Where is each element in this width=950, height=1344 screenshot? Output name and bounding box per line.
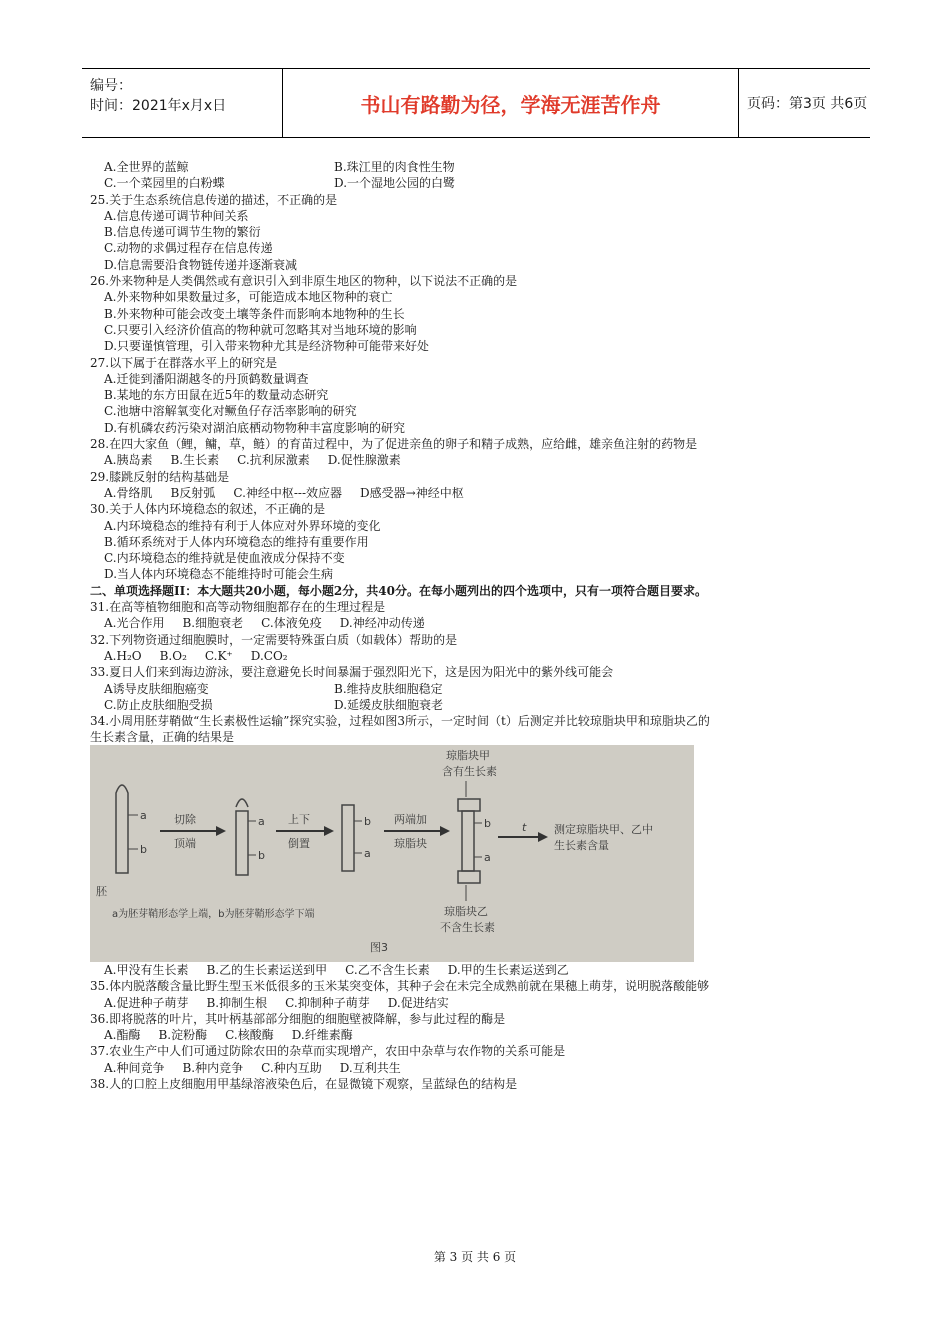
- number-label: 编号：: [90, 78, 132, 94]
- option-text: A.种间竞争: [104, 1060, 165, 1075]
- option-line: C.动物的求偶过程存在信息传递: [104, 241, 273, 256]
- option-text: D.一个湿地公园的白鹭: [334, 176, 456, 191]
- option-row: [90, 452, 870, 468]
- agar-block-jia-icon: [458, 799, 480, 811]
- page-number-label: 页码：第3页 共6页: [747, 96, 868, 112]
- option-line: C.池塘中溶解氧变化对鳜鱼仔存活率影响的研究: [104, 404, 357, 419]
- result-line1: 测定琼脂块甲、乙中: [554, 823, 653, 836]
- option-text: A.H₂O: [104, 648, 142, 663]
- option-line: D.当人体内环境稳态不能维持时可能会生病: [104, 567, 334, 582]
- label-b-3: b: [364, 815, 371, 828]
- option-text: B.维持皮肤细胞稳定: [334, 681, 443, 696]
- question-stem: 28.在四大家鱼（鲤，鳙，草，鲢）的育苗过程中，为了促进亲鱼的卵子和精子成熟，应给雌，雄亲鱼注射的药物是: [90, 437, 698, 452]
- option-text: B.种内竞争: [182, 1060, 244, 1075]
- option-text: B.淀粉酶: [158, 1028, 208, 1043]
- option-line: A.内环境稳态的维持有利于人体应对外界环境的变化: [104, 518, 381, 533]
- option-text: D.CO₂: [250, 648, 288, 663]
- option-text: D.神经冲动传递: [339, 616, 425, 631]
- option-text: D.互利共生: [339, 1060, 401, 1075]
- option-line: B.外来物种可能会改变土壤等条件而影响本地物种的生长: [104, 306, 405, 321]
- time-label: 时间：2021年x月x日: [90, 98, 227, 114]
- option-line: D.有机磷农药污染对湖泊底栖动物物种丰富度影响的研究: [104, 420, 406, 435]
- option-text: C.种内互助: [261, 1060, 322, 1075]
- option-row: [90, 995, 870, 1011]
- option-text: A.甲没有生长素: [104, 963, 189, 977]
- option-line: A.信息传递可调节种间关系: [104, 208, 249, 223]
- option-row: [90, 962, 870, 978]
- page-header: [82, 68, 870, 138]
- option-text: B.抑制生根: [206, 995, 268, 1010]
- coleoptile-inverted-icon: [342, 805, 354, 871]
- option-text: A.骨络肌: [104, 485, 153, 500]
- header-page-cell: [737, 69, 870, 137]
- option-row: [90, 485, 870, 501]
- option-text: A诱导皮肤细胞癌变: [104, 681, 209, 696]
- option-line: C.内环境稳态的维持就是使血液成分保持不变: [104, 551, 345, 566]
- option-text: B.O₂: [159, 648, 187, 663]
- option-text: C.抑制种子萌芽: [285, 995, 370, 1010]
- option-text: D.延缓皮肤细胞衰老: [334, 697, 444, 712]
- label-b-4: b: [484, 817, 491, 830]
- option-row: [90, 648, 870, 664]
- block-yi-line2: 不含生长素: [440, 921, 495, 934]
- question-block-1: [90, 159, 870, 746]
- question-stem: 36.即将脱落的叶片，其叶柄基部部分细胞的细胞壁被降解，参与此过程的酶是: [90, 1011, 506, 1026]
- label-b-1: b: [140, 843, 147, 856]
- option-text: C.抗利尿激素: [237, 453, 310, 468]
- question-stem: 38.人的口腔上皮细胞用甲基绿溶液染色后，在显微镜下观察，呈蓝绿色的结构是: [90, 1077, 518, 1092]
- option-text: C.体液免疫: [261, 616, 322, 631]
- page-footer: 第 3 页 共 6 页: [433, 1250, 517, 1264]
- question-stem: 32.下列物资通过细胞膜时，一定需要特殊蛋白质（如载体）帮助的是: [90, 632, 458, 647]
- agar-block-yi-icon: [458, 871, 480, 883]
- question-stem: 29.膝跳反射的结构基础是: [90, 469, 230, 484]
- question-stem: 35.体内脱落酸含量比野生型玉米低很多的玉米某突变体，其种子会在未完全成熟前就在果穗上萌芽，说明脱落酸能够: [90, 979, 710, 994]
- option-row: [90, 697, 870, 713]
- header-info-cell: [82, 69, 282, 137]
- option-text: D感受器→神经中枢: [360, 485, 464, 500]
- label-a-1: a: [140, 809, 147, 822]
- block-jia-line1: 琼脂块甲: [446, 749, 490, 762]
- option-row: [90, 1060, 870, 1076]
- question-stem: 26.外来物种是人类偶然或有意识引入到非原生地区的物种，以下说法不正确的是: [90, 274, 518, 289]
- label-b-2: b: [258, 849, 265, 862]
- removed-tip-icon: [236, 799, 248, 807]
- coleoptile-intact-icon: [116, 785, 128, 873]
- option-text: B.珠江里的肉食性生物: [334, 160, 455, 174]
- question-stem: 34.小周用胚芽鞘做“生长素极性运输”探究实验，过程如图3所示，一定时间（t）后测定并比较琼脂块甲和琼脂块乙的: [90, 714, 710, 729]
- question-stem: 31.在高等植物细胞和高等动物细胞都存在的生理过程是: [90, 600, 386, 615]
- option-text: C.神经中枢---效应器: [233, 485, 343, 500]
- option-line: B.循环系统对于人体内环境稳态的维持有重要作用: [104, 534, 369, 549]
- step3-line2: 琼脂块: [394, 837, 427, 850]
- option-text: A.胰岛素: [104, 453, 153, 468]
- option-text: B反射弧: [170, 485, 216, 500]
- label-a-2: a: [258, 815, 265, 828]
- option-line: A.迁徙到潘阳湖越冬的丹顶鹤数量调查: [104, 371, 309, 386]
- option-text: C.一个菜园里的白粉蝶: [104, 176, 225, 191]
- section-heading: 二、单项选择题II：本大题共20小题，每小题2分，共40分。在每小题列出的四个选项中，只有一项符合题目要求。: [90, 583, 707, 598]
- option-text: C.K⁺: [204, 648, 233, 663]
- step2-line2: 倒置: [288, 837, 310, 850]
- question-stem: 25.关于生态系统信息传递的描述，不正确的是: [90, 192, 338, 207]
- question-stem: 30.关于人体内环境稳态的叙述，不正确的是: [90, 502, 326, 517]
- option-text: C.乙不含生长素: [345, 963, 430, 977]
- header-motto-cell: [282, 69, 739, 137]
- block-jia-line2: 含有生长素: [442, 765, 497, 778]
- option-text: B.乙的生长素运送到甲: [206, 963, 328, 977]
- step2-line1: 上下: [288, 813, 310, 826]
- option-line: C.只要引入经济价值高的物种就可忽略其对当地环境的影响: [104, 322, 417, 337]
- option-text: A.促进种子萌芽: [104, 995, 189, 1010]
- figure-3: [90, 745, 694, 962]
- figure-caption: 图3: [370, 941, 388, 954]
- option-line: D.只要谨慎管理，引入带来物种尤其是经济物种可能带来好处: [104, 339, 430, 354]
- result-line2: 生长素含量: [554, 839, 609, 852]
- option-line: B.某地的东方田鼠在近5年的数量动态研究: [104, 388, 329, 403]
- option-text: D.甲的生长素运送到乙: [447, 963, 569, 977]
- block-yi-line1: 琼脂块乙: [444, 905, 488, 918]
- option-text: A.全世界的蓝鲸: [104, 160, 189, 174]
- coleoptile-label: 胚: [96, 885, 107, 898]
- option-text: D.纤维素酶: [291, 1028, 353, 1043]
- time-label-t: t: [522, 821, 527, 834]
- option-text: B.生长素: [170, 453, 220, 468]
- coleoptile-segment-icon: [462, 811, 474, 871]
- option-text: C.防止皮肤细胞受损: [104, 697, 213, 712]
- coleoptile-cut-icon: [236, 811, 248, 875]
- option-text: B.细胞衰老: [182, 616, 244, 631]
- step1-line1: 切除: [174, 813, 196, 826]
- option-text: D.促进结实: [387, 995, 449, 1010]
- option-line: D.信息需要沿食物链传递并逐渐衰减: [104, 257, 298, 272]
- option-line: A.外来物种如果数量过多，可能造成本地区物种的衰亡: [104, 290, 393, 305]
- question-block-2: [90, 962, 870, 1092]
- figure-note: a为胚芽鞘形态学上端，b为胚芽鞘形态学下端: [112, 909, 315, 920]
- option-text: D.促性腺激素: [327, 453, 401, 468]
- option-text: C.核酸酶: [225, 1028, 274, 1043]
- option-line: B.信息传递可调节生物的繁衍: [104, 225, 261, 240]
- label-a-4: a: [484, 851, 491, 864]
- motto-text: 书山有路勤为径，学海无涯苦作舟: [360, 93, 661, 117]
- step3-line1: 两端加: [394, 813, 427, 826]
- option-row: [90, 1027, 870, 1043]
- question-stem: 生长素含量，正确的结果是: [90, 730, 235, 745]
- option-text: A.光合作用: [104, 616, 165, 631]
- question-stem: 27.以下属于在群落水平上的研究是: [90, 355, 278, 370]
- option-row: [90, 175, 870, 191]
- step1-line2: 顶端: [174, 837, 196, 850]
- label-a-3: a: [364, 847, 371, 860]
- option-row: [90, 681, 870, 697]
- option-row: [90, 159, 870, 175]
- question-stem: 37.农业生产中人们可通过防除农田的杂草而实现增产，农田中杂草与农作物的关系可能是: [90, 1044, 566, 1059]
- option-row: [90, 615, 870, 631]
- question-stem: 33.夏日人们来到海边游泳，要注意避免长时间暴漏于强烈阳光下，这是因为阳光中的紫外线可能会: [90, 665, 614, 680]
- option-text: A.酯酶: [104, 1028, 141, 1043]
